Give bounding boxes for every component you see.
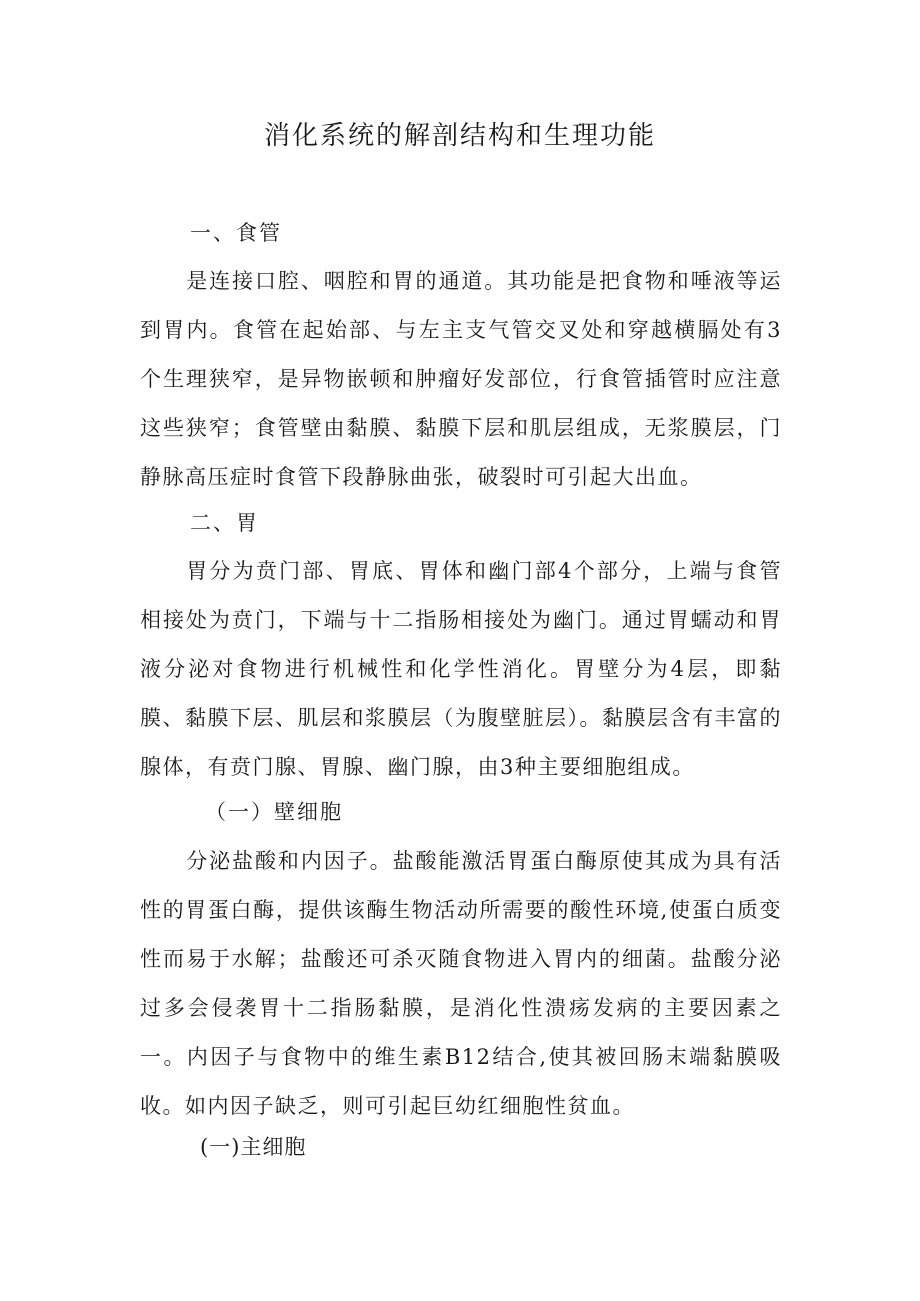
subsection-paragraph-parietal-cell: 分泌盐酸和内因子。盐酸能激活胃蛋白酶原使其成为具有活性的胃蛋白酶，提供该酶生物活动所需要的酸性环境,使蛋白质变性而易于水解；盐酸还可杀灭随食物进入胃内的细菌。盐酸分泌过多会侵袭胃十二指肠黏膜，是消化性溃疡发病的主要因素之一。内因子与食物中的维生素B12结合,使其被回肠末端黏膜吸收。如内因子缺乏，则可引起巨幼红细胞性贫血。: [140, 849, 782, 1118]
section-heading-esophagus: 一、食管: [190, 221, 282, 245]
subsection-heading-parietal-cell: （一）壁细胞: [205, 800, 343, 824]
subsection-heading-chief-cell: (一)主细胞: [200, 1135, 307, 1159]
document-title: 消化系统的解剖结构和生理功能: [263, 121, 656, 151]
section-heading-stomach: 二、胃: [190, 511, 259, 535]
section-paragraph-esophagus: 是连接口腔、咽腔和胃的通道。其功能是把食物和唾液等运到胃内。食管在起始部、与左主支气管交叉处和穿越横膈处有3个生理狭窄，是异物嵌顿和肿瘤好发部位，行食管插管时应注意这些狭窄；食管壁由黏膜、黏膜下层和肌层组成，无浆膜层，门静脉高压症时食管下段静脉曲张，破裂时可引起大出血。: [140, 269, 782, 489]
section-paragraph-stomach: 胃分为贲门部、胃底、胃体和幽门部4个部分，上端与食管相接处为贲门，下端与十二指肠相接处为幽门。通过胃蠕动和胃液分泌对食物进行机械性和化学性消化。胃壁分为4层，即黏膜、黏膜下层、肌层和浆膜层（为腹壁脏层）。黏膜层含有丰富的腺体，有贲门腺、胃腺、幽门腺，由3种主要细胞组成。: [140, 559, 782, 779]
